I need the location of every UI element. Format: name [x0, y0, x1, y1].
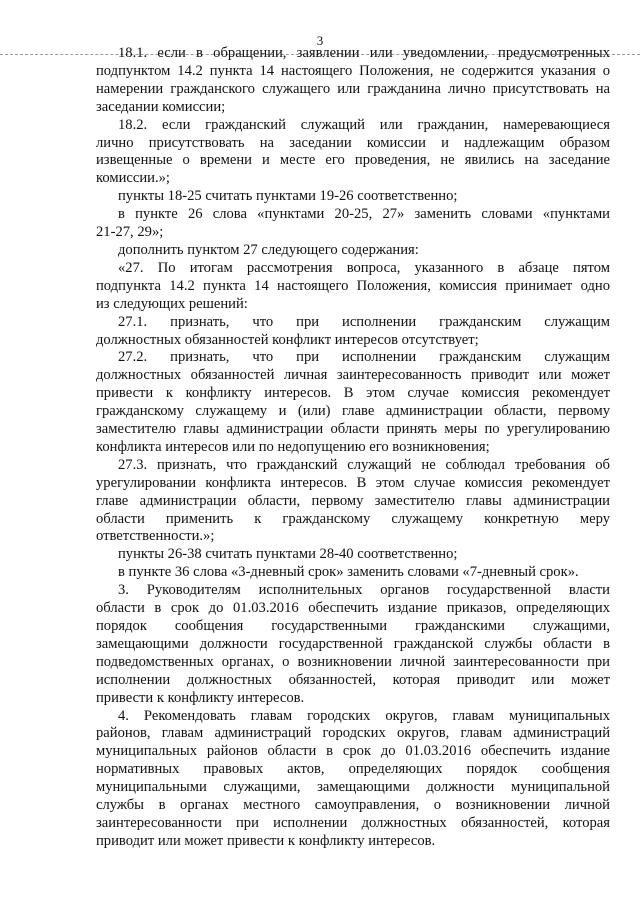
text-line: в пункте 26 слова «пунктами 20-25, 27» заменить словами «пунктами	[118, 206, 610, 223]
paragraph-p-26	[96, 206, 610, 242]
text-line: главе администрации области, первому заместителю главы администрации	[96, 492, 610, 509]
text-line: извещенные о времени и месте его проведения, не явились на заседание	[96, 152, 610, 169]
text-line: лично присутствовать на заседании комиссии и надлежащим образом	[96, 134, 610, 151]
text-line: привести к конфликту интересов.	[96, 689, 305, 706]
text-line: 27.2. признать, что при исполнении гражданским служащим	[118, 349, 610, 366]
text-line: дополнить пунктом 27 следующего содержания:	[118, 241, 419, 258]
text-line: 27.3. признать, что гражданский служащий не соблюдал требования об	[118, 456, 610, 473]
text-line: ответственности.»;	[96, 528, 215, 545]
text-line: области в срок до 01.03.2016 обеспечить издание приказов, определяющих	[96, 600, 610, 617]
paragraph-p-27	[96, 260, 610, 314]
text-line: должностных обязанностей личная заинтересованность приводит или может	[96, 367, 610, 384]
text-line: замещающими должности государственной гражданской службы области в	[96, 635, 610, 652]
paragraph-p18-1	[96, 45, 610, 117]
text-line: подведомственных органах, о возникновении личной заинтересованности при	[96, 653, 610, 670]
document-body	[96, 45, 610, 851]
text-line: муниципальными служащими, замещающими должности муниципальной	[96, 779, 610, 796]
text-line: урегулировании конфликта интересов. В этом случае комиссия рекомендует	[96, 474, 610, 491]
text-line: гражданскому служащему и (или) главе администрации области, первому	[96, 403, 610, 420]
paragraph-p-27-3	[96, 457, 610, 547]
text-line: порядок сообщения государственными гражданскими служащими,	[96, 618, 610, 634]
text-line: из следующих решений:	[96, 295, 248, 312]
text-line: нормативных правовых актов, определяющих порядок сообщения	[96, 761, 610, 778]
text-line: районов, главам администраций городских округов, главам администраций	[96, 725, 610, 742]
paragraph-p-27-2	[96, 349, 610, 456]
text-line: намерении гражданского служащего или гражданина лично присутствовать на	[96, 80, 610, 97]
text-line: должностных обязанностей конфликт интересов отсутствует;	[96, 331, 479, 348]
text-line: службы в органах местного самоуправления, о возникновении личной	[96, 797, 610, 814]
text-line: привести к конфликту интересов. В этом случае комиссия рекомендует	[96, 385, 610, 402]
text-line: в пункте 36 слова «3-дневный срок» заменить словами «7-дневный срок».	[118, 564, 579, 581]
paragraph-p-27-1	[96, 314, 610, 350]
text-line: 4. Рекомендовать главам городских округов, главам муниципальных	[118, 707, 610, 724]
paragraph-p-renumber-1	[96, 188, 610, 206]
text-line: 18.1. если в обращении, заявлении или уведомлении, предусмотренных	[118, 45, 610, 61]
text-line: 3. Руководителям исполнительных органов государственной власти	[118, 582, 610, 599]
paragraph-p-4	[96, 708, 610, 851]
paragraph-p-add-27	[96, 242, 610, 260]
text-line: 18.2. если гражданский служащий или гражданин, намеревающиеся	[118, 116, 610, 133]
text-line: подпунктом 14.2 пункта 14 настоящего Положения, не содержится указания о	[96, 62, 610, 79]
text-line: комиссии.»;	[96, 170, 170, 187]
text-line: заседании комиссии;	[96, 98, 226, 115]
text-line: исполнении должностных обязанностей, которая приводит или может	[96, 671, 610, 688]
text-line: пункты 18-25 считать пунктами 19-26 соответственно;	[118, 188, 458, 205]
paragraph-p-3	[96, 582, 610, 707]
text-line: конфликта интересов или по недопущению его возникновения;	[96, 438, 490, 455]
text-line: 21-27, 29»;	[96, 224, 164, 241]
text-line: муниципальных районов области в срок до 01.03.2016 обеспечить издание	[96, 743, 610, 760]
text-line: «27. По итогам рассмотрения вопроса, указанного в абзаце пятом	[118, 259, 610, 276]
text-line: заинтересованности при исполнении должностных обязанностей, которая	[96, 814, 610, 831]
text-line: подпункта 14.2 пункта 14 настоящего Положения, комиссия принимает одно	[96, 277, 610, 294]
text-line: заместителю главы администрации области принять меры по урегулированию	[96, 421, 610, 438]
text-line: приводит или может привести к конфликту интересов.	[96, 832, 436, 849]
text-line: 27.1. признать, что при исполнении гражданским служащим	[118, 313, 610, 330]
text-line: пункты 26-38 считать пунктами 28-40 соответственно;	[118, 546, 458, 563]
paragraph-p-renumber-2	[96, 546, 610, 564]
paragraph-p-36	[96, 564, 610, 582]
page-number: 3	[316, 33, 324, 48]
paragraph-p18-2	[96, 117, 610, 189]
text-line: области применить к гражданскому служащему конкретную меру	[96, 510, 610, 527]
